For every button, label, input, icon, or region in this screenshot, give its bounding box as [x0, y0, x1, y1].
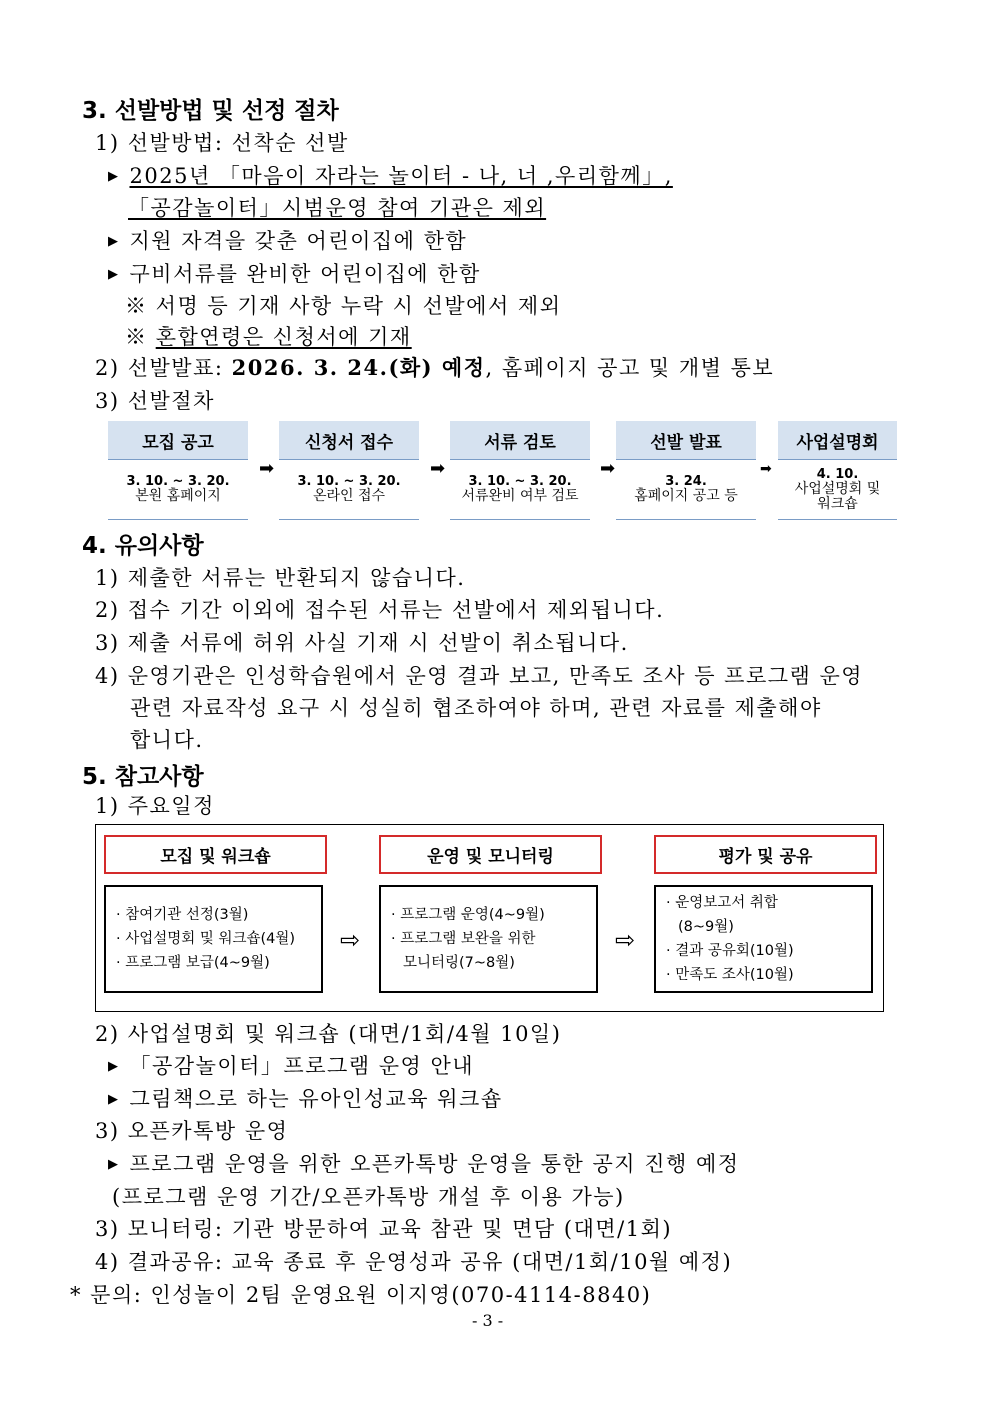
caution-4-line-3: 합니다. [130, 728, 204, 752]
procedure-step-briefing [778, 421, 897, 521]
schedule-item: 모니터링(7~8월) [403, 955, 515, 971]
step-desc: 온라인 접수 [312, 488, 386, 504]
schedule-body-evaluate [654, 885, 873, 993]
right-arrow-icon: ➡ [259, 458, 275, 479]
documents-line: ▶ 구비서류를 완비한 어린이집에 한함 [108, 262, 481, 286]
right-arrow-icon: ➡ [760, 461, 772, 477]
page-number: - 3 - [472, 1311, 504, 1330]
step-date: 3. 10. ~ 3. 20. [468, 474, 572, 489]
exclusion-line-2: 「공감놀이터」시범운영 참여 기관은 제외 [128, 196, 547, 220]
caution-3: 3) 제출 서류에 허위 사실 기재 시 선발이 취소됩니다. [95, 631, 629, 655]
schedule-item: · 프로그램 운영(4~9월) [391, 907, 545, 923]
exclusion-line-1: ▶ 2025년 「마음이 자라는 놀이터 - 나, 너 ,우리함께」, [108, 164, 673, 188]
triangle-bullet-icon: ▶ [108, 267, 120, 282]
procedure-step-review [450, 421, 590, 521]
caution-1: 1) 제출한 서류는 반환되지 않습니다. [95, 566, 466, 590]
triangle-bullet-icon: ▶ [108, 234, 120, 249]
schedule-item: · 사업설명회 및 워크숍(4월) [116, 931, 296, 947]
hollow-arrow-icon: ⇨ [340, 926, 361, 954]
schedule-body-recruit [104, 885, 323, 993]
section-5-title: 5. 참고사항 [82, 764, 204, 790]
step-title: 사업설명회 [778, 421, 897, 460]
openchat-item: ▶ 프로그램 운영을 위한 오픈카톡방 운영을 통한 공지 진행 예정 [108, 1152, 740, 1176]
schedule-item: (8~9월) [678, 919, 734, 935]
note-signature: ※ 서명 등 기재 사항 누락 시 선발에서 제외 [125, 294, 562, 318]
step-desc: 사업설명회 및 워크숍 [794, 480, 881, 512]
workshop-item-2: ▶ 그림책으로 하는 유아인성교육 워크숍 [108, 1087, 503, 1111]
selection-method: 1) 선발방법: 선착순 선발 [95, 131, 349, 155]
triangle-bullet-icon: ▶ [108, 169, 120, 184]
openchat-note: (프로그램 운영 기간/오픈카톡방 개설 후 이용 가능) [112, 1185, 625, 1209]
schedule-head-evaluate: 평가 및 공유 [654, 835, 877, 874]
schedule-item: · 운영보고서 취합 [666, 895, 778, 911]
monitoring-line: 3) 모니터링: 기관 방문하여 교육 참관 및 면담 (대면/1회) [95, 1217, 673, 1241]
procedure-step-application [279, 421, 419, 521]
section-3-title: 3. 선발방법 및 선정 절차 [82, 98, 339, 124]
step-title: 신청서 접수 [279, 421, 419, 460]
step-date: 3. 24. [665, 474, 707, 489]
step-title: 선발 발표 [616, 421, 756, 460]
triangle-bullet-icon: ▶ [108, 1157, 120, 1172]
schedule-body-operate [379, 885, 598, 993]
caution-2: 2) 접수 기간 이외에 접수된 서류는 선발에서 제외됩니다. [95, 598, 665, 622]
schedule-item: · 프로그램 보완을 위한 [391, 931, 536, 947]
hollow-arrow-icon: ⇨ [615, 926, 636, 954]
schedule-head-operate: 운영 및 모니터링 [379, 835, 602, 874]
note-mixed-age: ※ 혼합연령은 신청서에 기재 [125, 325, 412, 349]
section-4-title: 4. 유의사항 [82, 533, 204, 559]
procedure-step-recruit [108, 421, 248, 521]
schedule-label: 1) 주요일정 [95, 794, 215, 818]
schedule-item: · 결과 공유회(10월) [666, 943, 794, 959]
step-desc: 서류완비 여부 검토 [461, 488, 579, 504]
step-desc: 홈페이지 공고 등 [634, 488, 738, 504]
schedule-item: · 만족도 조사(10월) [666, 967, 794, 983]
procedure-label: 3) 선발절차 [95, 389, 215, 413]
right-arrow-icon: ➡ [430, 458, 446, 479]
step-date: 3. 10. ~ 3. 20. [297, 474, 401, 489]
step-desc: 본원 홈페이지 [135, 488, 221, 504]
workshop-item-1: ▶ 「공감놀이터」프로그램 운영 안내 [108, 1054, 475, 1078]
right-arrow-icon: ➡ [600, 458, 616, 479]
step-title: 서류 검토 [450, 421, 590, 460]
workshop-line: 2) 사업설명회 및 워크숍 (대면/1회/4월 10일) [95, 1022, 562, 1046]
step-date: 4. 10. [816, 466, 859, 482]
triangle-bullet-icon: ▶ [108, 1059, 120, 1074]
openchat-line: 3) 오픈카톡방 운영 [95, 1119, 289, 1143]
schedule-panel [95, 824, 884, 1012]
caution-4-line-2: 관련 자료작성 요구 시 성실히 협조하여야 하며, 관련 자료를 제출해야 [130, 696, 822, 720]
step-title: 모집 공고 [108, 421, 248, 460]
announcement-line: 2) 선발발표: 2026. 3. 24.(화) 예정, 홈페이지 공고 및 개별 통보 [95, 355, 775, 380]
schedule-item: · 참여기관 선정(3월) [116, 907, 249, 923]
step-date: 3. 10. ~ 3. 20. [126, 474, 230, 489]
procedure-step-announce [616, 421, 756, 521]
result-sharing-line: 4) 결과공유: 교육 종료 후 운영성과 공유 (대면/1회/10월 예정) [95, 1250, 733, 1274]
caution-4-line-1: 4) 운영기관은 인성학습원에서 운영 결과 보고, 만족도 조사 등 프로그램 운영 [95, 664, 864, 688]
triangle-bullet-icon: ▶ [108, 1092, 120, 1107]
schedule-head-recruit: 모집 및 워크숍 [104, 835, 327, 874]
contact-line: * 문의: 인성놀이 2팀 운영요원 이지영(070-4114-8840) [70, 1283, 652, 1307]
schedule-item: · 프로그램 보급(4~9월) [116, 955, 270, 971]
eligibility-line: ▶ 지원 자격을 갖춘 어린이집에 한함 [108, 229, 468, 253]
